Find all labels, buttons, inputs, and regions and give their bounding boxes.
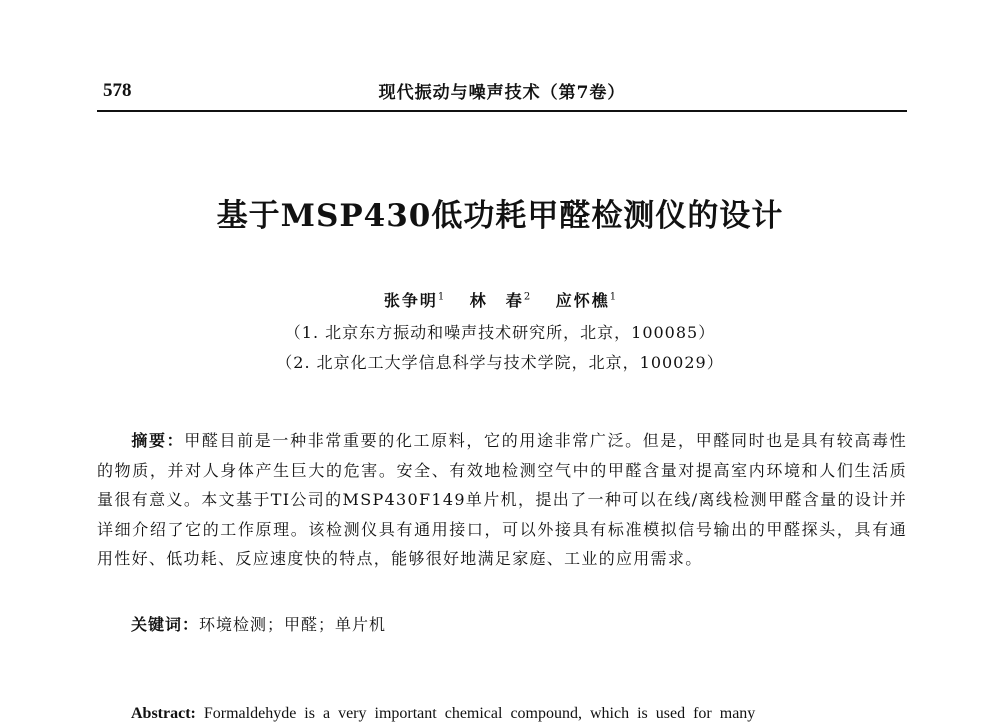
keywords-text: 环境检测；甲醛；单片机 — [199, 615, 387, 634]
keywords-label: 关键词： — [131, 615, 200, 634]
author-name: 林 春 — [469, 291, 524, 310]
abstract-en-text: Formaldehyde is a very important chemical compound, which is used for many — [203, 705, 756, 722]
author-name: 应怀樵 — [555, 291, 610, 310]
author — [556, 288, 616, 311]
affiliation-mark: 2 — [523, 291, 531, 303]
affiliation-mark: 1 — [609, 291, 617, 303]
affiliation-2: （2. 北京化工大学信息科学与技术学院，北京，100029） — [276, 353, 724, 372]
keywords — [131, 612, 386, 635]
author-name: 张争明 — [383, 291, 438, 310]
header-rule — [97, 110, 907, 112]
abstract-text: 甲醛目前是一种非常重要的化工原料，它的用途非常广泛。但是，甲醛同时也是具有较高毒性的物质，并对人身体产生巨大的危害。安全、有效地检测空气中的甲醛含量对提高室内环境和人们生活质量很有意义。本文基于TI公司的MSP430F149单片机，提出了一种可以在线/离线检测甲醛含量的设计并详细介绍了它的工作原理。该检测仪具有通用接口，可以外接具有标准模拟信号输出的甲醛探头，具有通用性好、低功耗、反应速度快的特点，能够很好地满足家庭、工业的应用需求。 — [97, 431, 907, 568]
journal-title: 现代振动与噪声技术（第7卷） — [378, 83, 626, 103]
author — [384, 288, 444, 311]
paper-title: 基于MSP430低功耗甲醛检测仪的设计 — [216, 198, 784, 234]
abstract-label: 摘要： — [131, 431, 185, 450]
abstract-chinese — [97, 426, 907, 574]
author-list — [0, 288, 1000, 311]
page-number: 578 — [103, 80, 132, 101]
running-header — [97, 78, 907, 108]
author — [470, 288, 530, 311]
affiliation-1: （1. 北京东方振动和噪声技术研究所，北京，100085） — [284, 323, 716, 342]
abstract-en-label: Abstract: — [131, 705, 196, 722]
abstract-english — [131, 705, 907, 723]
affiliation-mark: 1 — [437, 291, 445, 303]
